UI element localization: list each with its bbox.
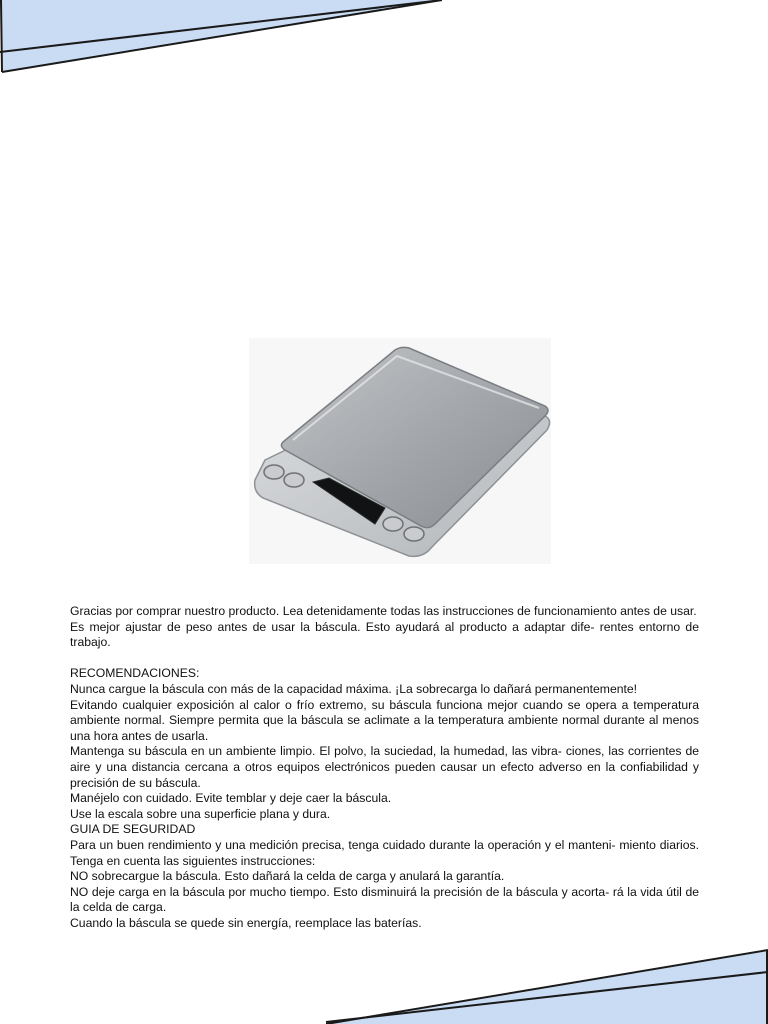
- safety-intro: Para un buen rendimiento y una medición precisa, tenga cuidado durante la operación y el manteni- miento diarios. Tenga en cuenta las siguientes instrucciones:: [70, 837, 699, 868]
- safety-item-3: Cuando la báscula se quede sin energía, reemplace las baterías.: [70, 915, 422, 930]
- safety-item-1: NO sobrecargue la báscula. Esto dañará la celda de carga y anulará la garantía.: [70, 869, 505, 884]
- safety-heading: GUIA DE SEGURIDAD: [70, 822, 196, 837]
- top-left-decorative-band: [0, 0, 442, 74]
- safety-item-2: NO deje carga en la báscula por mucho tiempo. Esto disminuirá la precisión de la báscula y acorta- rá la vida útil de la celda de carga.: [70, 884, 699, 915]
- recommendation-3: Mantenga su báscula en un ambiente limpio. El polvo, la suciedad, la humedad, las vibra- ciones, las corrientes de aire y una distancia cercana a otros equipos electrónicos pueden causar un efecto adverso en la confiabilidad y precisión de su báscula.: [70, 744, 699, 790]
- recommendation-1: Nunca cargue la báscula con más de la capacidad máxima. ¡La sobrecarga lo dañará permanentemente!: [70, 681, 638, 696]
- bottom-right-decorative-band: [326, 948, 768, 1024]
- scale-button-1: [264, 465, 284, 479]
- intro-paragraph-1: Gracias por comprar nuestro producto. Lea detenidamente todas las instrucciones de funcionamiento antes de usar.: [70, 604, 697, 618]
- recommendations-heading: RECOMENDACIONES:: [70, 666, 200, 681]
- instructions-text: [70, 604, 699, 931]
- top-band-edge-left: [1, 0, 2, 72]
- scale-product-image: [249, 338, 551, 564]
- scale-button-2: [284, 473, 304, 487]
- paragraph-gap: [70, 651, 699, 667]
- scale-button-4: [404, 527, 424, 541]
- recommendation-4: Manéjelo con cuidado. Evite temblar y deje caer la báscula.: [70, 791, 392, 806]
- recommendation-2: Evitando cualquier exposición al calor o frío extremo, su báscula funciona mejor cuando se opera a temperatura ambiente normal. Siempre permita que la báscula se aclimate a la temperatura ambiente normal durante al menos una hora antes de usarla.: [70, 697, 699, 743]
- scale-button-3: [383, 517, 403, 531]
- recommendation-5: Use la escala sobre una superficie plana y dura.: [70, 806, 331, 821]
- intro-paragraph-2: Es mejor ajustar de peso antes de usar la báscula. Esto ayudará al producto a adaptar dife- rentes entorno de trabajo.: [70, 619, 699, 650]
